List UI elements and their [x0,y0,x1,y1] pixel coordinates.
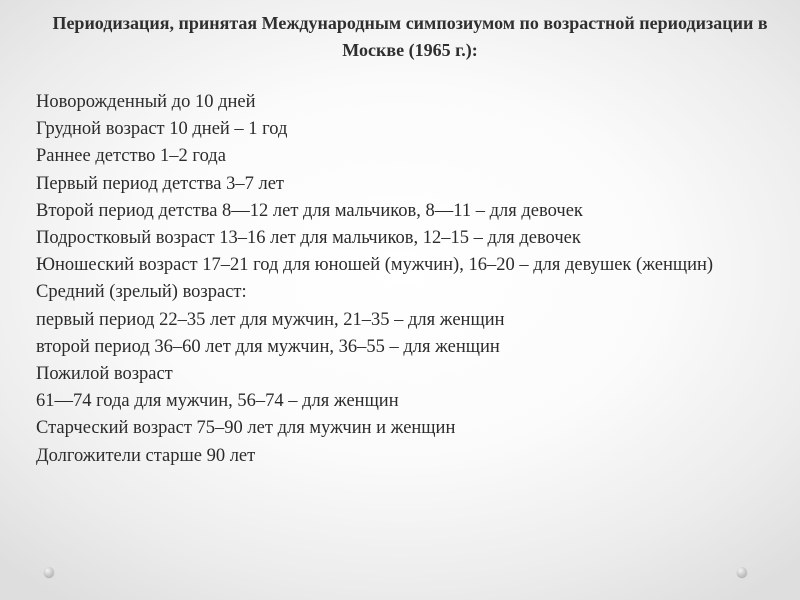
pin-dot-left-icon [44,567,54,577]
slide-title: Периодизация, принятая Международным симпозиумом по возрастной периодизации в Москве (1965 г.): [52,13,768,60]
list-item-middle-age-second: второй период 36–60 лет для мужчин, 36–55 – для женщин [36,336,500,357]
list-item-senile: Старческий возраст 75–90 лет для мужчин и женщин [36,418,456,439]
list-item-early-childhood: Раннее детство 1–2 года [36,146,226,167]
list-item-newborn: Новорожденный до 10 дней [36,92,256,112]
list-item-middle-age: Средний (зрелый) возраст: [36,282,247,303]
list-item-youth: Юношеский возраст 17–21 год для юношей (мужчин), 16–20 – для девушек (женщин) [36,255,714,276]
list-item-elderly-ranges: 61—74 года для мужчин, 56–74 – для женщин [36,391,399,412]
list-item-adolescence: Подростковый возраст 13–16 лет для мальчиков, 12–15 – для девочек [36,228,581,249]
list-item-long-livers: Долгожители старше 90 лет [36,445,256,466]
list-item-middle-age-first: первый период 22–35 лет для мужчин, 21–35 – для женщин [36,309,505,330]
age-periods-list [36,89,781,470]
list-item-infancy: Грудной возраст 10 дней – 1 год [36,119,288,140]
list-item-first-childhood: Первый период детства 3–7 лет [36,173,284,194]
list-item-elderly: Пожилой возраст [36,364,173,385]
pin-dot-right-icon [737,567,747,577]
list-item-second-childhood: Второй период детства 8—12 лет для мальчиков, 8—11 – для девочек [36,200,583,221]
